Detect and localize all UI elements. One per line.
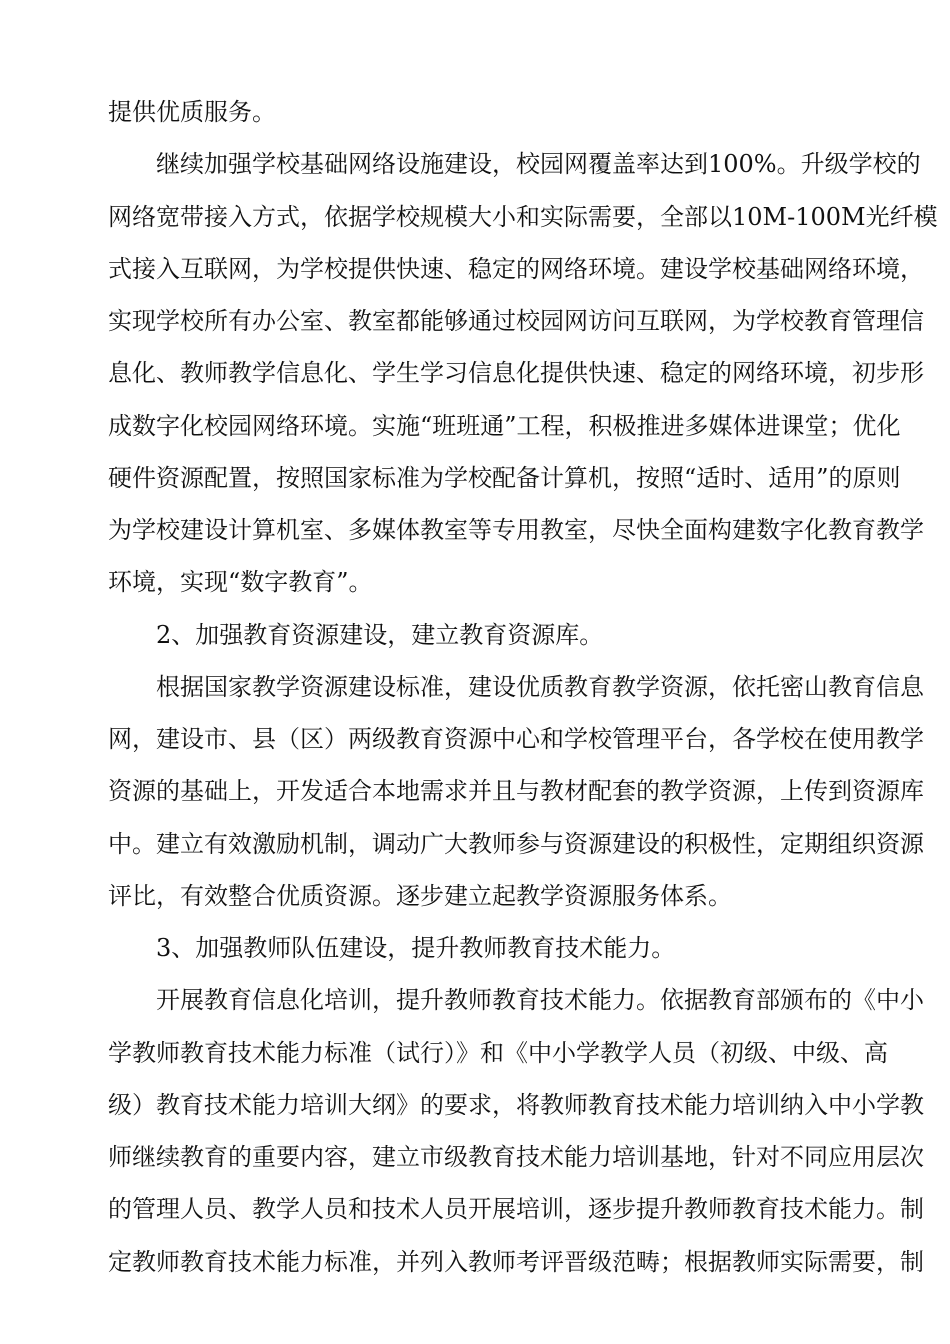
text-line: 资源的基础上，开发适合本地需求并且与教材配套的教学资源，上传到资源库: [108, 777, 924, 805]
text-line: 中。建立有效激励机制，调动广大教师参与资源建设的积极性，定期组织资源: [108, 830, 924, 858]
text-line: 的管理人员、教学人员和技术人员开展培训，逐步提升教师教育技术能力。制: [108, 1195, 924, 1223]
text-line: 环境，实现“数字教育”。: [108, 568, 373, 596]
text-line: 式接入互联网，为学校提供快速、稳定的网络环境。建设学校基础网络环境，: [108, 255, 924, 283]
text-line: 成数字化校园网络环境。实施“班班通”工程，积极推进多媒体进课堂；优化: [108, 412, 901, 440]
text-line: 评比，有效整合优质资源。逐步建立起教学资源服务体系。: [108, 882, 732, 910]
text-line: 提供优质服务。: [108, 98, 276, 126]
text-line: 学教师教育技术能力标准（试行）》和《中小学教学人员（初级、中级、高: [108, 1039, 888, 1067]
text-line: 为学校建设计算机室、多媒体教室等专用教室，尽快全面构建数字化教育教学: [108, 516, 924, 544]
paragraph-start-line: 开展教育信息化培训，提升教师教育技术能力。依据教育部颁布的《中小: [156, 986, 924, 1014]
text-line: 网，建设市、县（区）两级教育资源中心和学校管理平台，各学校在使用教学: [108, 725, 924, 753]
paragraph-start-line: 根据国家教学资源建设标准，建设优质教育教学资源，依托密山教育信息: [156, 673, 924, 701]
section-heading: 3、加强教师队伍建设，提升教师教育技术能力。: [156, 934, 676, 962]
text-line: 级）教育技术能力培训大纲》的要求，将教师教育技术能力培训纳入中小学教: [108, 1091, 924, 1119]
paragraph-start-line: 继续加强学校基础网络设施建设，校园网覆盖率达到100%。升级学校的: [156, 150, 921, 178]
text-line: 息化、教师教学信息化、学生学习信息化提供快速、稳定的网络环境，初步形: [108, 359, 924, 387]
text-line: 网络宽带接入方式，依据学校规模大小和实际需要，全部以10M-100M光纤模: [108, 203, 938, 231]
text-line: 师继续教育的重要内容，建立市级教育技术能力培训基地，针对不同应用层次: [108, 1143, 924, 1171]
section-heading: 2、加强教育资源建设，建立教育资源库。: [156, 621, 604, 649]
text-line: 定教师教育技术能力标准，并列入教师考评晋级范畴；根据教师实际需要，制: [108, 1248, 924, 1276]
text-line: 实现学校所有办公室、教室都能够通过校园网访问互联网，为学校教育管理信: [108, 307, 924, 335]
text-line: 硬件资源配置，按照国家标准为学校配备计算机，按照“适时、适用”的原则: [108, 464, 901, 492]
